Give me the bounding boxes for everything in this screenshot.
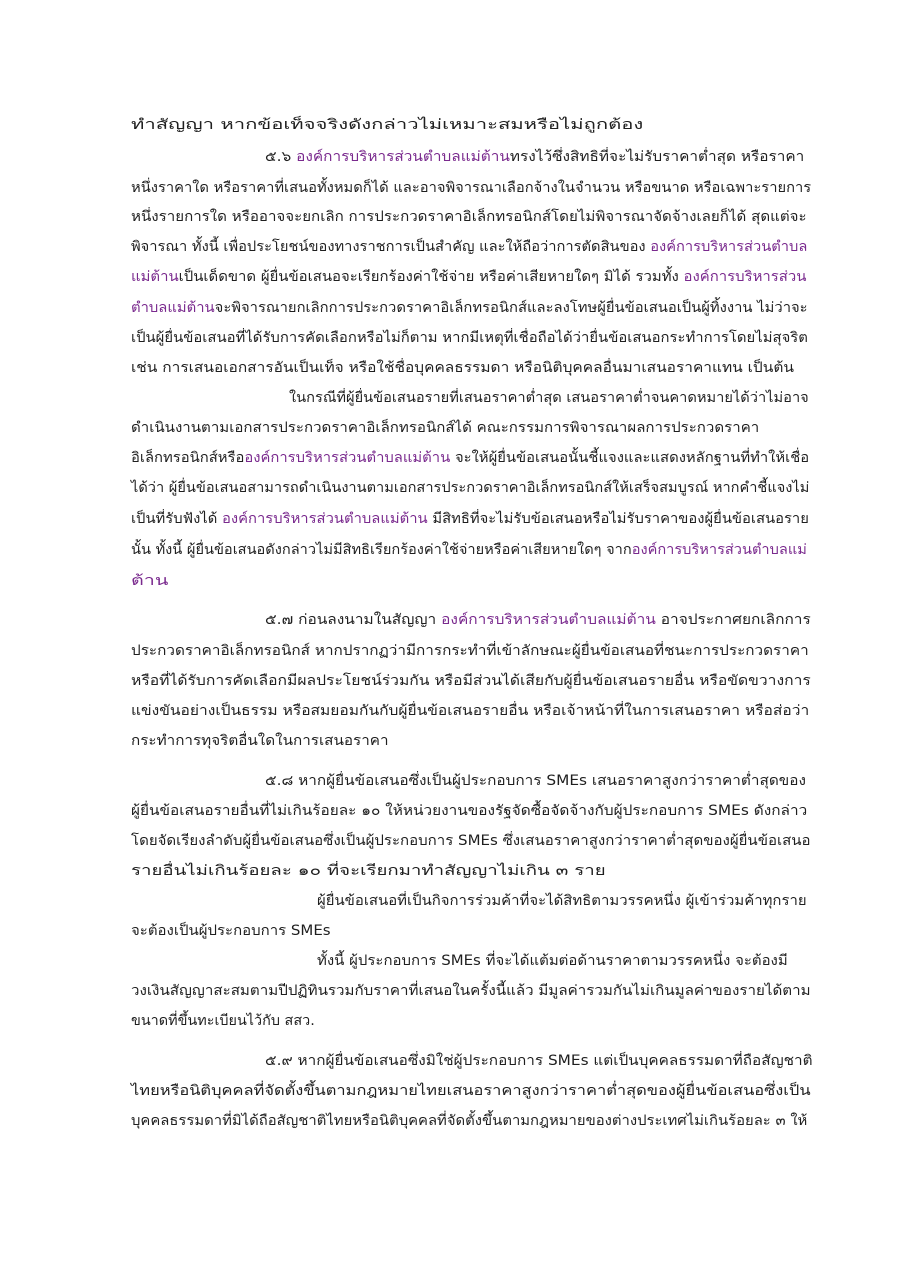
text-line — [131, 110, 643, 140]
text-line — [131, 202, 807, 232]
text-line — [265, 766, 806, 796]
org-name-highlight: องค์การบริหารส่วนตำบลแม่ต้าน — [441, 612, 656, 628]
org-name-highlight: องค์การบริหารส่วนตำบลแม่ต้าน — [222, 511, 428, 527]
text-run: จะต้องเป็นผู้ประกอบการ SMEs — [131, 923, 331, 939]
text-run: เป็นผู้ยื่นข้อเสนอที่ได้รับการคัดเลือกหรือไม่ก็ตาม หากมีเหตุที่เชื่อถือได้ว่ายื่นข้อเสนอกระทำการโดยไม่สุจริต — [131, 330, 808, 346]
text-line — [317, 946, 788, 976]
text-run: ได้ว่า ผู้ยื่นข้อเสนอสามารถดำเนินงานตามเอกสารประกวดราคาอิเล็กทรอนิกส์ให้เสร็จสมบูรณ์ หากคำชี้แจงไม่ — [131, 480, 810, 496]
org-name-highlight: องค์การบริหารส่วนตำบล — [650, 239, 808, 255]
text-run: ประกวดราคาอิเล็กทรอนิกส์ หากปรากฏว่ามีการกระทำที่เข้าลักษณะผู้ยื่นข้อเสนอที่ชนะการประกวดราคา — [131, 643, 809, 659]
text-line — [131, 696, 809, 726]
text-run: ดำเนินงานตามเอกสารประกวดราคาอิเล็กทรอนิกส์ได้ คณะกรรมการพิจารณาผลการประกวดราคา — [131, 420, 760, 436]
text-run: ทรงไว้ซึ่งสิทธิที่จะไม่รับราคาต่ำสุด หรือราคา — [509, 149, 805, 165]
text-line — [317, 886, 807, 916]
text-run: กระทำการทุจริตอื่นใดในการเสนอราคา — [131, 733, 389, 749]
text-run: ๕.๘ หากผู้ยื่นข้อเสนอซึ่งเป็นผู้ประกอบการ SMEs เสนอราคาสูงกว่าราคาต่ำสุดของ — [265, 773, 806, 789]
text-line — [131, 566, 168, 596]
text-line — [289, 383, 809, 413]
text-line — [131, 796, 807, 826]
text-run: ไทยหรือนิติบุคคลที่จัดตั้งขึ้นตามกฎหมายไทยเสนอราคาสูงกว่าราคาต่ำสุดของผู้ยื่นข้อเสนอซึ่งเป็น — [131, 1083, 811, 1099]
text-line — [131, 1006, 315, 1036]
text-run: อิเล็กทรอนิกส์หรือ — [131, 450, 245, 466]
text-line — [131, 856, 606, 886]
org-name-highlight: ต้าน — [131, 573, 169, 589]
text-run: เช่น การเสนอเอกสารอันเป็นเท็จ หรือใช้ชื่อบุคคลธรรมดา หรือนิติบุคคลอื่นมาเสนอราคาแทน เป็นต้น — [131, 360, 794, 376]
text-line — [131, 636, 809, 666]
text-run: ผู้ยื่นข้อเสนอที่เป็นกิจการร่วมค้าที่จะได้สิทธิตามวรรคหนึ่ง ผู้เข้าร่วมค้าทุกราย — [317, 893, 807, 909]
org-name-highlight: องค์การบริหารส่วนตำบลแม่ต้าน — [244, 450, 451, 466]
text-line — [131, 293, 808, 323]
text-run: ขนาดที่ขึ้นทะเบียนไว้กับ สสว. — [131, 1013, 315, 1029]
text-line — [265, 1046, 813, 1076]
text-line — [131, 916, 331, 946]
text-line — [265, 605, 811, 635]
text-line — [131, 504, 809, 534]
org-name-highlight: องค์การบริหารส่วนตำบลแม่ต้าน — [296, 149, 510, 165]
text-line — [131, 726, 389, 756]
text-line — [131, 666, 811, 696]
text-line — [131, 262, 806, 292]
text-run: ผู้ยื่นข้อเสนอรายอื่นที่ไม่เกินร้อยละ ๑๐ ให้หน่วยงานของรัฐจัดซื้อจัดจ้างกับผู้ประกอบการ SMEs ดังกล่าว — [131, 803, 808, 819]
text-run: หนึ่งราคาใด หรือราคาที่เสนอทั้งหมดก็ได้ และอาจพิจารณาเลือกจ้างในจำนวน หรือขนาด หรือเฉพาะรายการ — [131, 180, 812, 196]
text-run: โดยจัดเรียงลำดับผู้ยื่นข้อเสนอซึ่งเป็นผู้ประกอบการ SMEs ซึ่งเสนอราคาสูงกว่าราคาต่ำสุดของผู้ยื่นข้อเสนอ — [131, 833, 811, 849]
org-name-highlight: ตำบลแม่ต้าน — [131, 300, 215, 316]
text-run: รายอื่นไม่เกินร้อยละ ๑๐ ที่จะเรียกมาทำสัญญาไม่เกิน ๓ ราย — [131, 863, 606, 879]
org-name-highlight: แม่ต้าน — [131, 269, 179, 285]
text-line — [131, 323, 808, 353]
text-run: เป็นเด็ดขาด ผู้ยื่นข้อเสนอจะเรียกร้องค่าใช้จ่าย หรือค่าเสียหายใดๆ มิได้ รวมทั้ง — [178, 269, 684, 285]
text-line — [131, 413, 759, 443]
text-line — [131, 1076, 811, 1106]
text-run: ทำสัญญา หากข้อเท็จจริงดังกล่าวไม่เหมาะสมหรือไม่ถูกต้อง — [131, 117, 644, 133]
text-run: พิจารณา ทั้งนี้ เพื่อประโยชน์ของทางราชการเป็นสำคัญ และให้ถือว่าการตัดสินของ — [131, 239, 651, 255]
text-run: แข่งขันอย่างเป็นธรรม หรือสมยอมกันกับผู้ยื่นข้อเสนอรายอื่น หรือเจ้าหน้าที่ในการเสนอราคา หรือส่อว่า — [131, 703, 810, 719]
text-line — [131, 232, 807, 262]
org-name-highlight: องค์การบริหารส่วน — [683, 269, 807, 285]
text-run: วงเงินสัญญาสะสมตามปีปฏิทินรวมกับราคาที่เสนอในครั้งนี้แล้ว มีมูลค่ารวมกันไม่เกินมูลค่าของรายได้ตาม — [131, 983, 811, 999]
text-run: หรือที่ได้รับการคัดเลือกมีผลประโยชน์ร่วมกัน หรือมีส่วนได้เสียกับผู้ยื่นข้อเสนอรายอื่น หรือขัดขวางการ — [131, 673, 811, 689]
text-line — [131, 353, 794, 383]
text-run: ๕.๗ ก่อนลงนามในสัญญา — [265, 612, 442, 628]
text-run: ในกรณีที่ผู้ยื่นข้อเสนอรายที่เสนอราคาต่ำสุด เสนอราคาต่ำจนคาดหมายได้ว่าไม่อาจ — [289, 390, 809, 406]
text-run: อาจประกาศยกเลิกการ — [655, 612, 811, 628]
text-run: หนึ่งรายการใด หรืออาจจะยกเลิก การประกวดราคาอิเล็กทรอนิกส์โดยไม่พิจารณาจัดจ้างเลยก็ได้ สุดแต่จะ — [131, 209, 807, 225]
text-run: บุคคลธรรมดาที่มิได้ถือสัญชาติไทยหรือนิติบุคคลที่จัดตั้งขึ้นตามกฎหมายของต่างประเทศไม่เกินร้อยละ ๓ ให้ — [131, 1113, 808, 1129]
text-run: ๕.๖ — [265, 149, 297, 165]
text-line — [131, 173, 811, 203]
text-run: จะพิจารณายกเลิกการประกวดราคาอิเล็กทรอนิกส์และลงโทษผู้ยื่นข้อเสนอเป็นผู้ทิ้งงาน ไม่ว่าจะ — [214, 300, 808, 316]
text-line — [131, 826, 811, 856]
text-line — [131, 1106, 807, 1136]
org-name-highlight: องค์การบริหารส่วนตำบลแม่ — [631, 542, 807, 558]
text-run: จะให้ผู้ยื่นข้อเสนอนั้นชี้แจงและแสดงหลักฐานที่ทำให้เชื่อ — [450, 450, 810, 466]
text-line — [131, 443, 809, 473]
text-run: ๕.๙ หากผู้ยื่นข้อเสนอซึ่งมิใช่ผู้ประกอบการ SMEs แต่เป็นบุคคลธรรมดาที่ถือสัญชาติ — [265, 1053, 813, 1069]
text-line — [131, 535, 807, 565]
text-run: เป็นที่รับฟังได้ — [131, 511, 223, 527]
text-line — [131, 473, 809, 503]
text-run: นั้น ทั้งนี้ ผู้ยื่นข้อเสนอดังกล่าวไม่มีสิทธิเรียกร้องค่าใช้จ่ายหรือค่าเสียหายใดๆ จาก — [131, 542, 632, 558]
text-run: ทั้งนี้ ผู้ประกอบการ SMEs ที่จะได้แต้มต่อด้านราคาตามวรรคหนึ่ง จะต้องมี — [317, 953, 788, 969]
text-line — [265, 142, 804, 172]
text-line — [131, 976, 811, 1006]
text-run: มีสิทธิที่จะไม่รับข้อเสนอหรือไม่รับราคาของผู้ยื่นข้อเสนอราย — [427, 511, 809, 527]
